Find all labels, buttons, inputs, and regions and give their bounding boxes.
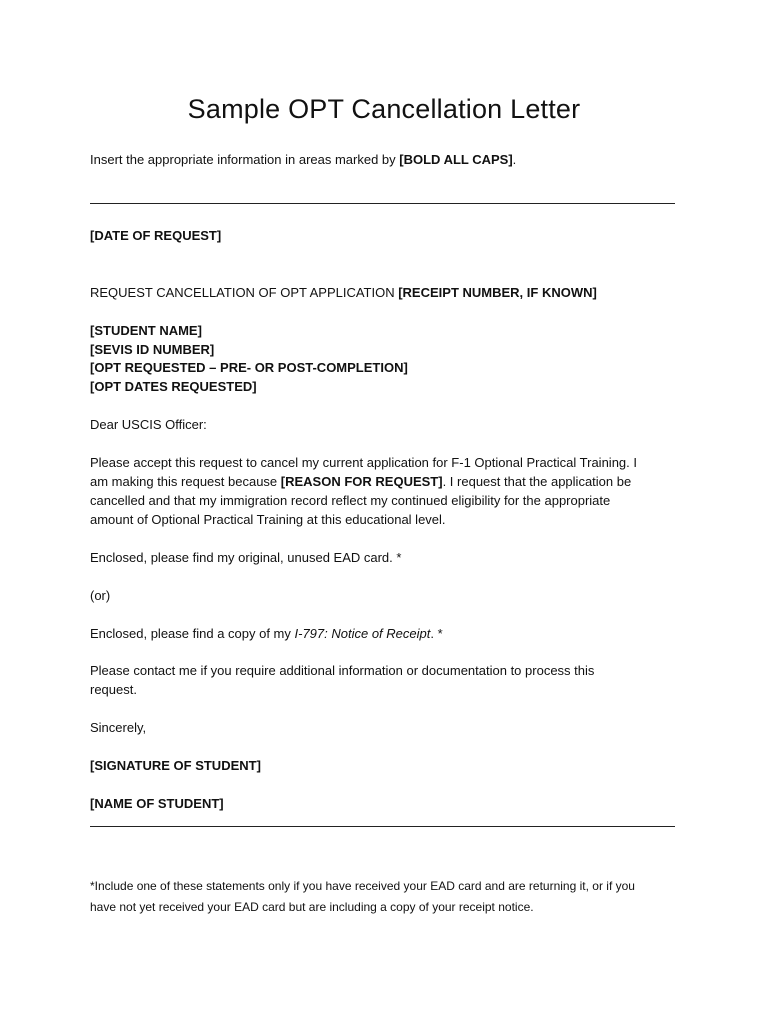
- body-line-1: Please accept this request to cancel my current application for F-1 Optional Practical Training. I: [90, 455, 637, 470]
- sevis-id-number: [SEVIS ID NUMBER]: [90, 342, 215, 357]
- body-line-4: amount of Optional Practical Training at this educational level.: [90, 512, 446, 527]
- body-line-2-post: . I request that the application be: [442, 474, 632, 489]
- request-text: REQUEST CANCELLATION OF OPT APPLICATION: [90, 285, 399, 300]
- enclosed-receipt-line: [90, 624, 443, 643]
- request-line: [90, 283, 597, 302]
- separator-bottom: [90, 826, 675, 827]
- opt-dates-requested: [OPT DATES REQUESTED]: [90, 379, 257, 394]
- enclosed-ead-line: Enclosed, please find my original, unused EAD card. *: [90, 550, 402, 565]
- contact-line-2: request.: [90, 682, 137, 697]
- reason-placeholder: [REASON FOR REQUEST]: [280, 474, 443, 489]
- footnote-line-1: *Include one of these statements only if you have received your EAD card and are returning it, or if you: [90, 879, 635, 893]
- footnote-line-2: have not yet received your EAD card but are including a copy of your receipt notice.: [90, 900, 534, 914]
- salutation: Dear USCIS Officer:: [90, 417, 207, 432]
- body-line-3: cancelled and that my immigration record reflect my continued eligibility for the appropriate: [90, 493, 611, 508]
- enclosed-receipt-post: . *: [430, 626, 443, 641]
- body-line-2: [90, 472, 631, 491]
- body-line-2-pre: am making this request because: [90, 474, 281, 489]
- enclosed-receipt-pre: Enclosed, please find a copy of my: [90, 626, 295, 641]
- receipt-notice-title: I-797: Notice of Receipt: [294, 626, 431, 641]
- receipt-number-placeholder: [RECEIPT NUMBER, IF KNOWN]: [398, 285, 597, 300]
- separator-top: [90, 203, 675, 204]
- student-name: [STUDENT NAME]: [90, 323, 202, 338]
- contact-line-1: Please contact me if you require additional information or documentation to process this: [90, 663, 595, 678]
- signature-placeholder: [SIGNATURE OF STUDENT]: [90, 758, 261, 773]
- instruction-text: Insert the appropriate information in areas marked by: [90, 152, 400, 167]
- name-placeholder: [NAME OF STUDENT]: [90, 796, 224, 811]
- instruction-end: .: [512, 152, 517, 167]
- instruction-bold: [BOLD ALL CAPS]: [399, 152, 513, 167]
- date-of-request: [DATE OF REQUEST]: [90, 228, 222, 243]
- page-title: Sample OPT Cancellation Letter: [187, 94, 581, 124]
- closing: Sincerely,: [90, 720, 147, 735]
- opt-requested: [OPT REQUESTED – PRE- OR POST-COMPLETION]: [90, 360, 408, 375]
- instruction-line: [90, 150, 516, 169]
- or-line: (or): [90, 588, 111, 603]
